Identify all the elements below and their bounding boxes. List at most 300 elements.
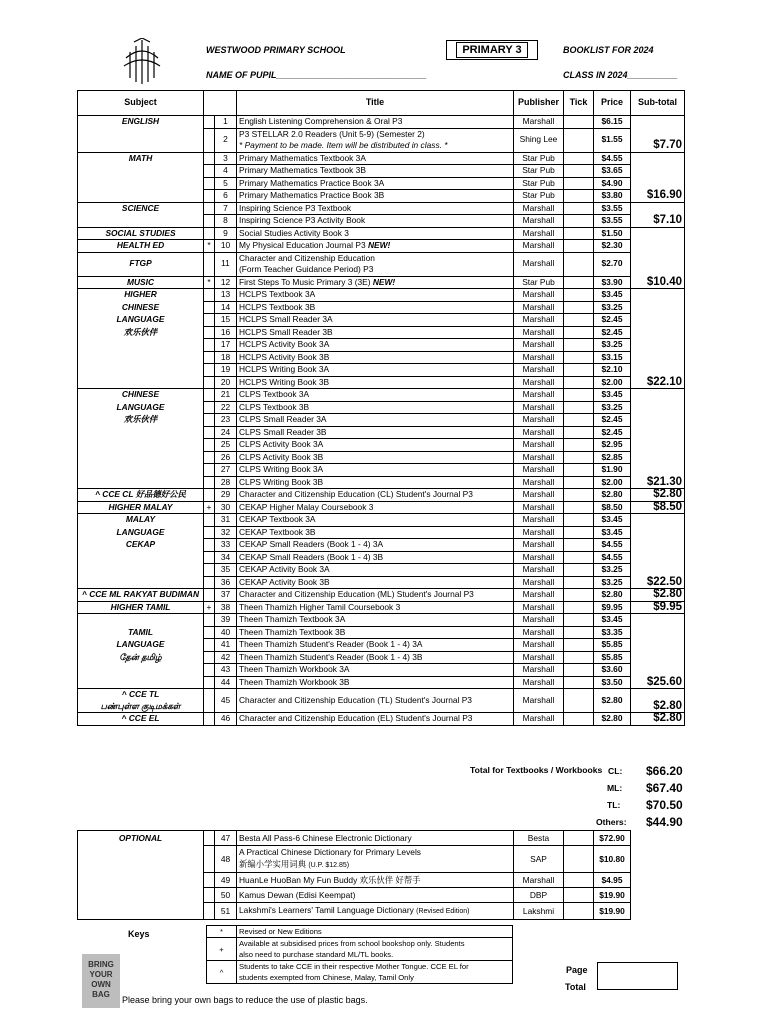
title-text: Theen Thamizh Textbook 3B xyxy=(239,626,346,637)
publisher-cell: Marshall xyxy=(514,326,564,339)
title-text: English Listening Comprehension & Oral P3 xyxy=(239,116,403,126)
item-number: 6 xyxy=(215,190,237,203)
col-publisher: Publisher xyxy=(514,91,564,116)
title-cell xyxy=(237,389,514,402)
byob-word-1: BRING xyxy=(88,960,114,969)
key-mark xyxy=(204,451,215,464)
total-key: CL: xyxy=(608,766,623,776)
subject-cell xyxy=(78,526,204,539)
tick-box[interactable] xyxy=(564,414,594,427)
publisher-cell: SAP xyxy=(514,846,564,873)
tick-box[interactable] xyxy=(564,252,594,276)
unit-price-note: (U.P. $12.85) xyxy=(308,862,350,869)
tick-box[interactable] xyxy=(564,903,594,920)
publisher-cell: Marshall xyxy=(514,576,564,589)
table-row xyxy=(78,614,685,627)
col-subtotal: Sub-total xyxy=(631,91,685,116)
subject-cell xyxy=(78,539,204,552)
title-text: Character and Citizenship Education (CL) Student's Journal P3 xyxy=(239,489,473,499)
subtotal-cell xyxy=(631,614,685,627)
key-mark xyxy=(204,414,215,427)
tick-box[interactable] xyxy=(564,128,594,152)
subject-cell xyxy=(78,326,204,339)
subject-cell xyxy=(78,564,204,577)
key-mark xyxy=(204,314,215,327)
key-mark xyxy=(204,614,215,627)
tick-box[interactable] xyxy=(564,165,594,178)
key-mark xyxy=(204,116,215,129)
key-mark xyxy=(204,464,215,477)
subject-label: HIGHER xyxy=(124,289,157,300)
tick-box[interactable] xyxy=(564,614,594,627)
item-number: 32 xyxy=(215,526,237,539)
table-row xyxy=(78,165,685,178)
title-text: CLPS Writing Book 3A xyxy=(239,464,324,474)
table-row xyxy=(78,626,685,639)
publisher-cell: Marshall xyxy=(514,364,564,377)
publisher-cell: Marshall xyxy=(514,414,564,427)
tick-box[interactable] xyxy=(564,190,594,203)
optional-table xyxy=(77,830,631,920)
price-cell: $3.80 xyxy=(594,190,631,203)
key-mark xyxy=(204,873,215,888)
key-mark xyxy=(204,551,215,564)
price-cell: $6.15 xyxy=(594,116,631,129)
price-cell: $2.10 xyxy=(594,364,631,377)
title-text: Theen Thamizh Workbook 3B xyxy=(239,676,350,687)
item-number: 46 xyxy=(215,713,237,726)
tick-box[interactable] xyxy=(564,676,594,689)
title-cell xyxy=(237,227,514,240)
title-cell xyxy=(237,489,514,502)
publisher-cell: Marshall xyxy=(514,351,564,364)
key-mark: + xyxy=(204,601,215,614)
key-description: Students to take CCE in their respective Mother Tongue. CCE EL for xyxy=(237,961,513,973)
tick-box[interactable] xyxy=(564,301,594,314)
title-text: Theen Thamizh Student's Reader (Book 1 - 4) 3B xyxy=(239,651,423,662)
publisher-cell: DBP xyxy=(514,888,564,903)
subject-label: TAMIL xyxy=(128,626,153,637)
tick-box[interactable] xyxy=(564,651,594,664)
price-cell: $3.25 xyxy=(594,564,631,577)
class-field[interactable]: CLASS IN 2024__________ xyxy=(563,70,678,80)
subtotal-cell: $2.80 xyxy=(631,689,685,713)
key-mark xyxy=(204,389,215,402)
price-cell: $3.25 xyxy=(594,401,631,414)
subject-cell xyxy=(78,116,204,129)
publisher-cell: Marshall xyxy=(514,451,564,464)
title-text: Character and Citizenship Education xyxy=(239,252,375,263)
tick-box[interactable] xyxy=(564,451,594,464)
price-cell: $4.55 xyxy=(594,551,631,564)
price-cell: $3.65 xyxy=(594,165,631,178)
title-cell xyxy=(237,190,514,203)
subject-label: SCIENCE xyxy=(121,202,160,213)
title-text: CEKAP Activity Book 3A xyxy=(239,564,330,574)
publisher-cell: Marshall xyxy=(514,389,564,402)
title-cell xyxy=(237,414,514,427)
publisher-cell: Marshall xyxy=(514,614,564,627)
tick-box[interactable] xyxy=(564,626,594,639)
subject-cell xyxy=(78,289,204,302)
price-cell: $3.25 xyxy=(594,576,631,589)
booklist-title: BOOKLIST FOR 2024 xyxy=(563,45,654,55)
pupil-name-field[interactable]: NAME OF PUPIL______________________________ xyxy=(206,70,427,80)
tick-box[interactable] xyxy=(564,589,594,602)
table-row xyxy=(78,664,685,677)
title-text: HCLPS Small Reader 3A xyxy=(239,314,333,324)
subject-label: MALAY xyxy=(125,514,156,525)
subject-cell xyxy=(78,601,204,614)
publisher-cell: Marshall xyxy=(514,873,564,888)
title-cell xyxy=(237,676,514,689)
title-cell xyxy=(237,564,514,577)
tick-box[interactable] xyxy=(564,116,594,129)
title-cell xyxy=(237,846,514,873)
optional-subject xyxy=(78,873,204,888)
publisher-cell: Marshall xyxy=(514,339,564,352)
subtotal-cell: $16.90 xyxy=(631,190,685,203)
subtotal-cell xyxy=(631,564,685,577)
price-cell: $2.30 xyxy=(594,240,631,253)
title-text: Character and Citizenship Education (ML) Student's Journal P3 xyxy=(239,589,474,599)
subject-cell xyxy=(78,464,204,477)
tick-box[interactable] xyxy=(564,689,594,713)
subtotal-cell xyxy=(631,339,685,352)
publisher-cell: Marshall xyxy=(514,289,564,302)
tick-box[interactable] xyxy=(564,401,594,414)
tick-box[interactable] xyxy=(564,501,594,514)
price-cell: $3.25 xyxy=(594,301,631,314)
page-total-label-1: Page xyxy=(566,965,588,975)
item-number: 19 xyxy=(215,364,237,377)
subject-label: LANGUAGE xyxy=(116,314,165,324)
item-number: 20 xyxy=(215,376,237,389)
tick-box[interactable] xyxy=(564,326,594,339)
title-text: Social Studies Activity Book 3 xyxy=(239,227,349,238)
subject-cell xyxy=(78,414,204,427)
table-row xyxy=(78,116,685,129)
tick-box[interactable] xyxy=(564,364,594,377)
subject-label: தேன் தமிழ் xyxy=(119,651,162,662)
tick-box[interactable] xyxy=(564,476,594,489)
price-cell: $2.95 xyxy=(594,439,631,452)
table-row xyxy=(78,177,685,190)
tick-box[interactable] xyxy=(564,426,594,439)
item-number: 24 xyxy=(215,426,237,439)
table-row xyxy=(78,464,685,477)
title-text: CEKAP Textbook 3B xyxy=(239,526,316,537)
key-row xyxy=(207,938,513,950)
col-title: Title xyxy=(237,91,514,116)
subject-cell xyxy=(78,451,204,464)
item-number: 39 xyxy=(215,614,237,627)
publisher-cell: Marshall xyxy=(514,526,564,539)
subject-label: CEKAP xyxy=(125,539,156,549)
publisher-cell: Marshall xyxy=(514,240,564,253)
table-row xyxy=(78,489,685,502)
title-cell xyxy=(237,289,514,302)
key-mark xyxy=(204,215,215,228)
tick-box[interactable] xyxy=(564,314,594,327)
price-cell: $10.80 xyxy=(594,846,631,873)
key-mark xyxy=(204,476,215,489)
price-cell: $1.50 xyxy=(594,227,631,240)
tick-box[interactable] xyxy=(564,152,594,165)
title-cell xyxy=(237,514,514,527)
subject-cell xyxy=(78,401,204,414)
table-row xyxy=(78,689,685,713)
key-mark xyxy=(204,364,215,377)
title-text: Character and Citizenship Education (TL) Student's Journal P3 xyxy=(239,694,472,705)
subject-label: HIGHER TAMIL xyxy=(110,601,171,612)
subtotal-cell: $2.80 xyxy=(631,489,685,502)
title-cell xyxy=(237,314,514,327)
table-row xyxy=(78,401,685,414)
title-cell xyxy=(237,128,514,152)
item-number: 15 xyxy=(215,314,237,327)
key-mark xyxy=(204,202,215,215)
title-cell xyxy=(237,539,514,552)
subject-cell xyxy=(78,240,204,253)
subject-cell xyxy=(78,314,204,327)
title-text: Primary Mathematics Textbook 3A xyxy=(239,152,366,163)
price-cell: $19.90 xyxy=(594,888,631,903)
title-cell xyxy=(237,426,514,439)
subtotal-cell xyxy=(631,177,685,190)
title-note: (Revised Edition) xyxy=(416,908,470,915)
price-cell: $3.45 xyxy=(594,514,631,527)
title-text: HCLPS Activity Book 3A xyxy=(239,339,330,349)
title-cell xyxy=(237,626,514,639)
tick-box[interactable] xyxy=(564,227,594,240)
optional-row xyxy=(78,888,631,903)
title-cell xyxy=(237,476,514,489)
publisher-cell: Marshall xyxy=(514,664,564,677)
publisher-cell: Marshall xyxy=(514,551,564,564)
title-cell xyxy=(237,551,514,564)
subject-label: 欢乐伙伴 xyxy=(123,326,158,337)
title-text: CLPS Small Reader 3A xyxy=(239,414,327,424)
tick-box[interactable] xyxy=(564,351,594,364)
price-cell: $3.45 xyxy=(594,614,631,627)
table-row xyxy=(78,476,685,489)
item-number: 23 xyxy=(215,414,237,427)
price-cell: $3.60 xyxy=(594,664,631,677)
tick-box[interactable] xyxy=(564,846,594,873)
key-mark xyxy=(204,846,215,873)
tick-box[interactable] xyxy=(564,276,594,289)
title-cell xyxy=(237,589,514,602)
tick-box[interactable] xyxy=(564,215,594,228)
item-number: 47 xyxy=(215,831,237,846)
table-row xyxy=(78,376,685,389)
title-cell xyxy=(237,177,514,190)
title-cell xyxy=(237,301,514,314)
title-cell xyxy=(237,165,514,178)
tick-box[interactable] xyxy=(564,439,594,452)
tick-box[interactable] xyxy=(564,664,594,677)
key-mark xyxy=(204,831,215,846)
optional-row xyxy=(78,873,631,888)
tick-box[interactable] xyxy=(564,539,594,552)
title-cell xyxy=(237,152,514,165)
key-mark xyxy=(204,439,215,452)
title-note: (Form Teacher Guidance Period) P3 xyxy=(239,264,374,274)
table-row xyxy=(78,451,685,464)
title-cell xyxy=(237,376,514,389)
key-mark xyxy=(204,651,215,664)
title-cell xyxy=(237,202,514,215)
tick-box[interactable] xyxy=(564,873,594,888)
item-number: 27 xyxy=(215,464,237,477)
table-row xyxy=(78,351,685,364)
tick-box[interactable] xyxy=(564,489,594,502)
total-key: Others: xyxy=(596,817,627,827)
subtotal-cell: $21.30 xyxy=(631,476,685,489)
title-text: P3 STELLAR 2.0 Readers (Unit 5-9) (Semester 2) xyxy=(239,128,425,139)
key-mark xyxy=(204,526,215,539)
new-badge: NEW! xyxy=(367,240,391,250)
title-cell xyxy=(237,401,514,414)
publisher-cell: Marshall xyxy=(514,501,564,514)
key-row xyxy=(207,949,513,961)
title-cell xyxy=(237,873,514,888)
publisher-cell: Marshall xyxy=(514,514,564,527)
tick-box[interactable] xyxy=(564,389,594,402)
title-text: Theen Thamizh Higher Tamil Coursebook 3 xyxy=(239,601,401,612)
tick-box[interactable] xyxy=(564,831,594,846)
key-mark xyxy=(204,576,215,589)
tick-box[interactable] xyxy=(564,601,594,614)
page-total-box[interactable] xyxy=(597,962,678,990)
key-mark: * xyxy=(204,240,215,253)
subtotal-cell xyxy=(631,539,685,552)
table-row xyxy=(78,190,685,203)
item-number: 42 xyxy=(215,651,237,664)
subject-label: ENGLISH xyxy=(121,116,160,127)
publisher-cell: Marshall xyxy=(514,589,564,602)
col-price: Price xyxy=(594,91,631,116)
tick-box[interactable] xyxy=(564,564,594,577)
keys-table xyxy=(206,925,513,984)
subtotal-cell: $2.80 xyxy=(631,713,685,726)
title-cell xyxy=(237,689,514,713)
item-number: 25 xyxy=(215,439,237,452)
subject-label: MATH xyxy=(128,152,153,163)
tick-box[interactable] xyxy=(564,526,594,539)
table-row xyxy=(78,501,685,514)
table-row xyxy=(78,539,685,552)
item-number: 12 xyxy=(215,276,237,289)
item-number: 37 xyxy=(215,589,237,602)
title-cell xyxy=(237,831,514,846)
subject-label: FTGP xyxy=(129,258,152,269)
item-number: 34 xyxy=(215,551,237,564)
publisher-cell: Marshall xyxy=(514,689,564,713)
price-cell: $2.00 xyxy=(594,476,631,489)
byob-word-2: YOUR xyxy=(89,970,113,979)
tick-box[interactable] xyxy=(564,639,594,652)
tick-box[interactable] xyxy=(564,551,594,564)
key-mark xyxy=(204,489,215,502)
key-mark xyxy=(204,626,215,639)
publisher-cell: Marshall xyxy=(514,439,564,452)
subject-cell xyxy=(78,501,204,514)
tick-box[interactable] xyxy=(564,464,594,477)
publisher-cell: Marshall xyxy=(514,301,564,314)
title-text: CEKAP Higher Malay Coursebook 3 xyxy=(239,501,374,512)
publisher-cell: Marshall xyxy=(514,401,564,414)
subject-cell xyxy=(78,364,204,377)
tick-box[interactable] xyxy=(564,514,594,527)
totals-label: Total for Textbooks / Workbooks xyxy=(470,765,603,775)
subject-cell xyxy=(78,676,204,689)
title-cell xyxy=(237,501,514,514)
tick-box[interactable] xyxy=(564,888,594,903)
subject-cell xyxy=(78,551,204,564)
tick-box[interactable] xyxy=(564,339,594,352)
key-row xyxy=(207,961,513,973)
subject-label: 欢乐伙伴 xyxy=(123,414,158,424)
item-number: 14 xyxy=(215,301,237,314)
title-cell xyxy=(237,215,514,228)
tick-box[interactable] xyxy=(564,576,594,589)
title-text: Besta All Pass-6 Chinese Electronic Dictionary xyxy=(239,833,412,843)
title-text: CLPS Writing Book 3B xyxy=(239,476,324,487)
title-text: CEKAP Textbook 3A xyxy=(239,514,316,524)
publisher-cell: Marshall xyxy=(514,651,564,664)
key-mark xyxy=(204,426,215,439)
price-cell: $3.50 xyxy=(594,676,631,689)
item-number: 36 xyxy=(215,576,237,589)
publisher-cell: Star Pub xyxy=(514,165,564,178)
title-cell xyxy=(237,601,514,614)
table-row xyxy=(78,601,685,614)
subtotal-cell: $10.40 xyxy=(631,276,685,289)
publisher-cell: Star Pub xyxy=(514,276,564,289)
table-row xyxy=(78,276,685,289)
tick-box[interactable] xyxy=(564,713,594,726)
title-text: HuanLe HuoBan My Fun Buddy xyxy=(239,875,358,885)
tick-box[interactable] xyxy=(564,376,594,389)
tick-box[interactable] xyxy=(564,177,594,190)
price-cell: $3.45 xyxy=(594,526,631,539)
title-cell xyxy=(237,326,514,339)
subtotal-cell: $2.80 xyxy=(631,589,685,602)
tick-box[interactable] xyxy=(564,289,594,302)
title-cell xyxy=(237,439,514,452)
title-cell xyxy=(237,276,514,289)
item-number: 30 xyxy=(215,501,237,514)
subtotal-cell xyxy=(631,301,685,314)
item-number: 1 xyxy=(215,116,237,129)
optional-row xyxy=(78,903,631,920)
subtotal-cell: $9.95 xyxy=(631,601,685,614)
tick-box[interactable] xyxy=(564,202,594,215)
title-text: Theen Thamizh Workbook 3A xyxy=(239,664,350,674)
subject-cell xyxy=(78,426,204,439)
key-mark xyxy=(204,514,215,527)
subject-label: CHINESE xyxy=(121,301,160,312)
subtotal-cell xyxy=(631,364,685,377)
subject-cell xyxy=(78,165,204,178)
title-text: HCLPS Activity Book 3B xyxy=(239,351,330,362)
table-row xyxy=(78,551,685,564)
subtotal-cell xyxy=(631,551,685,564)
tick-box[interactable] xyxy=(564,240,594,253)
table-row xyxy=(78,713,685,726)
